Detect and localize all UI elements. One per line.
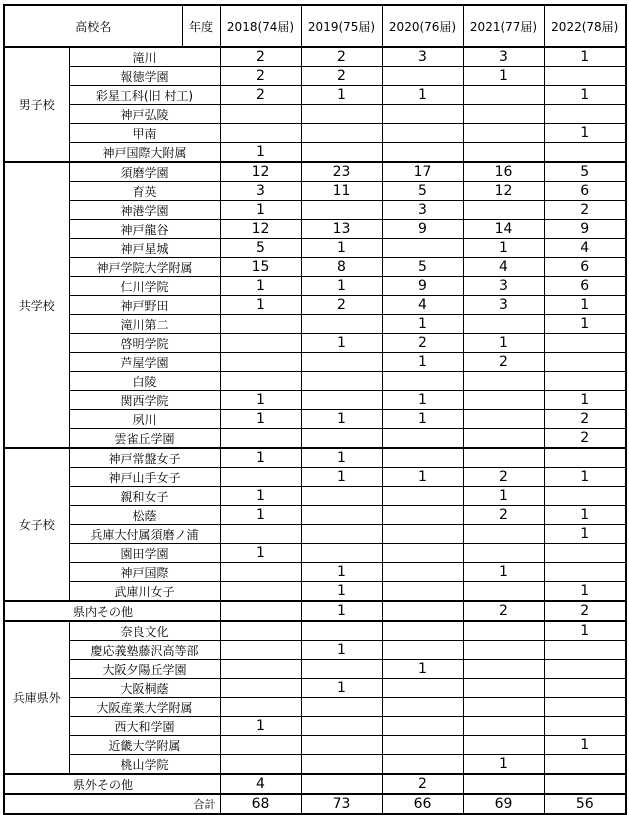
summary-row — [4, 794, 626, 814]
count-cell: 1 — [301, 468, 382, 487]
count-cell: 1 — [544, 468, 626, 487]
count-cell — [463, 105, 544, 124]
school-name-cell: 西大和学園 — [69, 717, 220, 736]
count-cell — [220, 525, 301, 544]
count-cell — [463, 429, 544, 449]
count-cell: 1 — [301, 239, 382, 258]
count-cell — [463, 544, 544, 563]
count-cell: 1 — [220, 487, 301, 506]
count-cell — [220, 372, 301, 391]
count-cell — [544, 105, 626, 124]
count-cell: 2 — [463, 353, 544, 372]
header-row — [4, 5, 626, 47]
count-cell — [220, 698, 301, 717]
summary-count-cell — [463, 774, 544, 794]
count-cell — [220, 660, 301, 679]
count-cell: 3 — [463, 47, 544, 67]
school-name-cell: 神戸国際 — [69, 563, 220, 582]
table-row — [4, 525, 626, 544]
count-cell: 1 — [544, 525, 626, 544]
count-cell: 1 — [220, 544, 301, 563]
summary-count-cell: 1 — [301, 601, 382, 621]
count-cell: 1 — [463, 563, 544, 582]
summary-count-cell — [220, 601, 301, 621]
count-cell: 1 — [382, 410, 463, 429]
table-row — [4, 353, 626, 372]
count-cell: 11 — [301, 182, 382, 201]
count-cell: 1 — [220, 296, 301, 315]
table-row — [4, 679, 626, 698]
count-cell: 2 — [220, 47, 301, 67]
table-row — [4, 487, 626, 506]
count-cell: 2 — [301, 47, 382, 67]
count-cell: 1 — [220, 201, 301, 220]
count-cell: 1 — [463, 67, 544, 86]
count-cell: 1 — [220, 277, 301, 296]
table-row — [4, 372, 626, 391]
count-cell — [301, 124, 382, 143]
count-cell: 1 — [301, 582, 382, 602]
count-cell — [463, 315, 544, 334]
count-cell — [544, 660, 626, 679]
count-cell — [220, 641, 301, 660]
count-cell — [382, 563, 463, 582]
count-cell — [544, 372, 626, 391]
summary-count-cell — [382, 601, 463, 621]
school-name-cell: 仁川学院 — [69, 277, 220, 296]
table-row — [4, 220, 626, 239]
count-cell: 1 — [544, 736, 626, 755]
count-cell — [382, 105, 463, 124]
school-name-cell: 神戸常盤女子 — [69, 448, 220, 468]
table-row — [4, 410, 626, 429]
school-name-cell: 大阪夕陽丘学園 — [69, 660, 220, 679]
school-name-cell: 神戸野田 — [69, 296, 220, 315]
count-cell: 1 — [301, 641, 382, 660]
count-cell: 1 — [463, 334, 544, 353]
count-cell: 1 — [544, 582, 626, 602]
table-row — [4, 468, 626, 487]
count-cell — [544, 717, 626, 736]
count-cell — [301, 506, 382, 525]
count-cell: 5 — [544, 162, 626, 182]
count-cell — [220, 334, 301, 353]
year-column-header: 2020(76届) — [382, 5, 463, 47]
school-name-cell: 武庫川女子 — [69, 582, 220, 602]
count-cell — [382, 67, 463, 86]
school-name-cell: 大阪産業大学附属 — [69, 698, 220, 717]
count-cell — [463, 410, 544, 429]
table-row — [4, 641, 626, 660]
count-cell: 2 — [220, 67, 301, 86]
count-cell — [301, 487, 382, 506]
table-row — [4, 124, 626, 143]
table-row — [4, 391, 626, 410]
count-cell: 23 — [301, 162, 382, 182]
count-cell — [544, 698, 626, 717]
count-cell: 1 — [220, 143, 301, 163]
count-cell — [220, 736, 301, 755]
count-cell — [463, 621, 544, 641]
count-cell: 1 — [301, 563, 382, 582]
count-cell — [382, 544, 463, 563]
year-header: 年度 — [182, 5, 220, 47]
count-cell — [220, 353, 301, 372]
table-row — [4, 47, 626, 67]
count-cell — [382, 525, 463, 544]
school-name-cell: 親和女子 — [69, 487, 220, 506]
table-row — [4, 182, 626, 201]
count-cell — [301, 621, 382, 641]
results-table-container — [3, 4, 625, 810]
count-cell: 1 — [544, 391, 626, 410]
summary-count-cell: 2 — [544, 601, 626, 621]
summary-count-cell: 68 — [220, 794, 301, 814]
count-cell: 1 — [382, 468, 463, 487]
summary-count-cell: 56 — [544, 794, 626, 814]
count-cell: 4 — [463, 258, 544, 277]
school-name-cell: 神戸星城 — [69, 239, 220, 258]
count-cell — [301, 736, 382, 755]
count-cell: 1 — [220, 410, 301, 429]
count-cell: 1 — [382, 353, 463, 372]
count-cell — [220, 679, 301, 698]
school-name-cell: 雲雀丘学園 — [69, 429, 220, 449]
count-cell — [463, 679, 544, 698]
table-row — [4, 334, 626, 353]
count-cell — [544, 334, 626, 353]
count-cell: 1 — [382, 660, 463, 679]
count-cell — [220, 105, 301, 124]
school-name-cell: 関西学院 — [69, 391, 220, 410]
table-row — [4, 162, 626, 182]
school-name-cell: 滝川第二 — [69, 315, 220, 334]
count-cell — [382, 506, 463, 525]
count-cell: 2 — [301, 67, 382, 86]
count-cell: 1 — [220, 391, 301, 410]
count-cell: 6 — [544, 277, 626, 296]
count-cell — [301, 372, 382, 391]
count-cell — [463, 448, 544, 468]
count-cell: 9 — [544, 220, 626, 239]
count-cell: 3 — [220, 182, 301, 201]
count-cell: 1 — [301, 334, 382, 353]
count-cell — [382, 487, 463, 506]
count-cell: 2 — [544, 201, 626, 220]
count-cell: 1 — [544, 621, 626, 641]
count-cell: 9 — [382, 220, 463, 239]
count-cell — [301, 315, 382, 334]
count-cell: 3 — [463, 277, 544, 296]
count-cell — [301, 201, 382, 220]
category-cell: 兵庫県外 — [4, 621, 69, 774]
count-cell — [220, 124, 301, 143]
school-name-cell: 神戸国際大附属 — [69, 143, 220, 163]
count-cell: 6 — [544, 182, 626, 201]
count-cell: 5 — [382, 182, 463, 201]
table-row — [4, 736, 626, 755]
count-cell: 9 — [382, 277, 463, 296]
year-column-header: 2018(74届) — [220, 5, 301, 47]
school-name-cell: 甲南 — [69, 124, 220, 143]
count-cell — [382, 239, 463, 258]
count-cell — [220, 468, 301, 487]
category-cell: 女子校 — [4, 448, 69, 601]
results-table — [3, 4, 627, 815]
count-cell — [382, 736, 463, 755]
count-cell — [463, 717, 544, 736]
count-cell: 2 — [544, 429, 626, 449]
category-cell: 共学校 — [4, 162, 69, 448]
table-row — [4, 258, 626, 277]
school-name-cell: 慶応義塾藤沢高等部 — [69, 641, 220, 660]
school-name-cell: 彩星工科(旧 村工) — [69, 86, 220, 105]
table-row — [4, 563, 626, 582]
year-column-header: 2021(77届) — [463, 5, 544, 47]
count-cell — [544, 641, 626, 660]
count-cell — [301, 353, 382, 372]
school-name-cell: 松蔭 — [69, 506, 220, 525]
count-cell — [463, 525, 544, 544]
count-cell: 17 — [382, 162, 463, 182]
summary-count-cell: 69 — [463, 794, 544, 814]
count-cell: 1 — [544, 506, 626, 525]
table-row — [4, 698, 626, 717]
count-cell — [382, 582, 463, 602]
count-cell — [544, 544, 626, 563]
school-name-cell: 神戸山手女子 — [69, 468, 220, 487]
count-cell: 1 — [382, 315, 463, 334]
count-cell: 12 — [220, 162, 301, 182]
year-column-header: 2022(78届) — [544, 5, 626, 47]
count-cell — [544, 679, 626, 698]
school-name-cell: 神戸弘陵 — [69, 105, 220, 124]
count-cell: 1 — [463, 239, 544, 258]
school-name-cell: 夙川 — [69, 410, 220, 429]
school-name-header: 高校名 — [4, 5, 182, 47]
count-cell — [301, 717, 382, 736]
count-cell — [382, 679, 463, 698]
count-cell — [544, 563, 626, 582]
summary-count-cell: 2 — [463, 601, 544, 621]
count-cell — [463, 660, 544, 679]
count-cell — [463, 124, 544, 143]
table-row — [4, 660, 626, 679]
count-cell — [463, 372, 544, 391]
summary-count-cell — [544, 774, 626, 794]
count-cell: 1 — [463, 755, 544, 775]
summary-label-cell: 県内その他 — [4, 601, 220, 621]
count-cell — [301, 698, 382, 717]
table-row — [4, 239, 626, 258]
count-cell — [220, 755, 301, 775]
table-body — [4, 5, 626, 814]
count-cell: 2 — [301, 296, 382, 315]
count-cell — [544, 755, 626, 775]
table-row — [4, 582, 626, 602]
count-cell: 1 — [544, 86, 626, 105]
count-cell — [544, 67, 626, 86]
count-cell: 4 — [382, 296, 463, 315]
count-cell: 1 — [544, 124, 626, 143]
count-cell: 16 — [463, 162, 544, 182]
count-cell: 1 — [220, 717, 301, 736]
count-cell — [301, 105, 382, 124]
count-cell: 1 — [220, 506, 301, 525]
count-cell: 6 — [544, 258, 626, 277]
count-cell — [382, 124, 463, 143]
count-cell: 2 — [463, 506, 544, 525]
count-cell: 1 — [301, 86, 382, 105]
table-row — [4, 296, 626, 315]
count-cell — [301, 544, 382, 563]
summary-row — [4, 774, 626, 794]
summary-label-cell: 合計 — [4, 794, 220, 814]
school-name-cell: 啓明学院 — [69, 334, 220, 353]
count-cell: 15 — [220, 258, 301, 277]
count-cell — [301, 429, 382, 449]
count-cell — [382, 372, 463, 391]
table-row — [4, 448, 626, 468]
count-cell: 1 — [382, 391, 463, 410]
table-row — [4, 143, 626, 163]
count-cell: 3 — [463, 296, 544, 315]
school-name-cell: 神港学園 — [69, 201, 220, 220]
count-cell: 2 — [463, 468, 544, 487]
count-cell: 1 — [544, 296, 626, 315]
count-cell: 1 — [382, 86, 463, 105]
count-cell — [382, 143, 463, 163]
school-name-cell: 滝川 — [69, 47, 220, 67]
summary-count-cell: 2 — [382, 774, 463, 794]
count-cell — [220, 582, 301, 602]
summary-row — [4, 601, 626, 621]
school-name-cell: 神戸学院大学附属 — [69, 258, 220, 277]
count-cell: 5 — [382, 258, 463, 277]
school-name-cell: 大阪桐蔭 — [69, 679, 220, 698]
table-row — [4, 67, 626, 86]
count-cell — [301, 143, 382, 163]
count-cell — [220, 563, 301, 582]
count-cell — [382, 448, 463, 468]
table-row — [4, 315, 626, 334]
school-name-cell: 報徳学園 — [69, 67, 220, 86]
count-cell: 14 — [463, 220, 544, 239]
count-cell — [301, 660, 382, 679]
table-row — [4, 105, 626, 124]
school-name-cell: 須磨学園 — [69, 162, 220, 182]
count-cell: 1 — [301, 410, 382, 429]
count-cell: 8 — [301, 258, 382, 277]
count-cell — [463, 143, 544, 163]
school-name-cell: 近畿大学附属 — [69, 736, 220, 755]
school-name-cell: 園田学園 — [69, 544, 220, 563]
count-cell — [382, 698, 463, 717]
count-cell — [301, 391, 382, 410]
count-cell: 1 — [301, 679, 382, 698]
table-row — [4, 717, 626, 736]
count-cell: 12 — [220, 220, 301, 239]
count-cell: 5 — [220, 239, 301, 258]
count-cell — [382, 641, 463, 660]
summary-count-cell: 73 — [301, 794, 382, 814]
count-cell: 2 — [544, 410, 626, 429]
count-cell: 4 — [544, 239, 626, 258]
table-row — [4, 506, 626, 525]
summary-label-cell: 県外その他 — [4, 774, 220, 794]
count-cell — [463, 736, 544, 755]
count-cell — [301, 525, 382, 544]
count-cell: 12 — [463, 182, 544, 201]
table-row — [4, 429, 626, 449]
table-row — [4, 201, 626, 220]
count-cell: 2 — [220, 86, 301, 105]
school-name-cell: 育英 — [69, 182, 220, 201]
count-cell — [220, 621, 301, 641]
count-cell — [301, 755, 382, 775]
school-name-cell: 神戸龍谷 — [69, 220, 220, 239]
count-cell: 3 — [382, 47, 463, 67]
count-cell: 13 — [301, 220, 382, 239]
count-cell — [382, 755, 463, 775]
count-cell — [220, 315, 301, 334]
count-cell — [544, 448, 626, 468]
count-cell — [544, 143, 626, 163]
count-cell — [463, 582, 544, 602]
count-cell: 1 — [544, 315, 626, 334]
summary-count-cell — [301, 774, 382, 794]
school-name-cell: 芦屋学園 — [69, 353, 220, 372]
count-cell — [382, 429, 463, 449]
table-row — [4, 755, 626, 775]
count-cell — [463, 641, 544, 660]
summary-count-cell: 66 — [382, 794, 463, 814]
table-row — [4, 544, 626, 563]
count-cell: 3 — [382, 201, 463, 220]
count-cell: 2 — [382, 334, 463, 353]
count-cell — [220, 429, 301, 449]
table-row — [4, 621, 626, 641]
count-cell — [463, 391, 544, 410]
count-cell: 1 — [544, 47, 626, 67]
school-name-cell: 奈良文化 — [69, 621, 220, 641]
school-name-cell: 桃山学院 — [69, 755, 220, 775]
count-cell: 1 — [301, 277, 382, 296]
count-cell — [463, 86, 544, 105]
count-cell — [463, 698, 544, 717]
year-column-header: 2019(75届) — [301, 5, 382, 47]
count-cell — [463, 201, 544, 220]
school-name-cell: 白陵 — [69, 372, 220, 391]
school-name-cell: 兵庫大付属須磨ノ浦 — [69, 525, 220, 544]
table-row — [4, 86, 626, 105]
category-cell: 男子校 — [4, 47, 69, 162]
count-cell — [382, 621, 463, 641]
count-cell: 1 — [463, 487, 544, 506]
table-row — [4, 277, 626, 296]
count-cell: 1 — [301, 448, 382, 468]
count-cell: 1 — [220, 448, 301, 468]
count-cell — [382, 717, 463, 736]
count-cell — [544, 353, 626, 372]
summary-count-cell: 4 — [220, 774, 301, 794]
count-cell — [544, 487, 626, 506]
